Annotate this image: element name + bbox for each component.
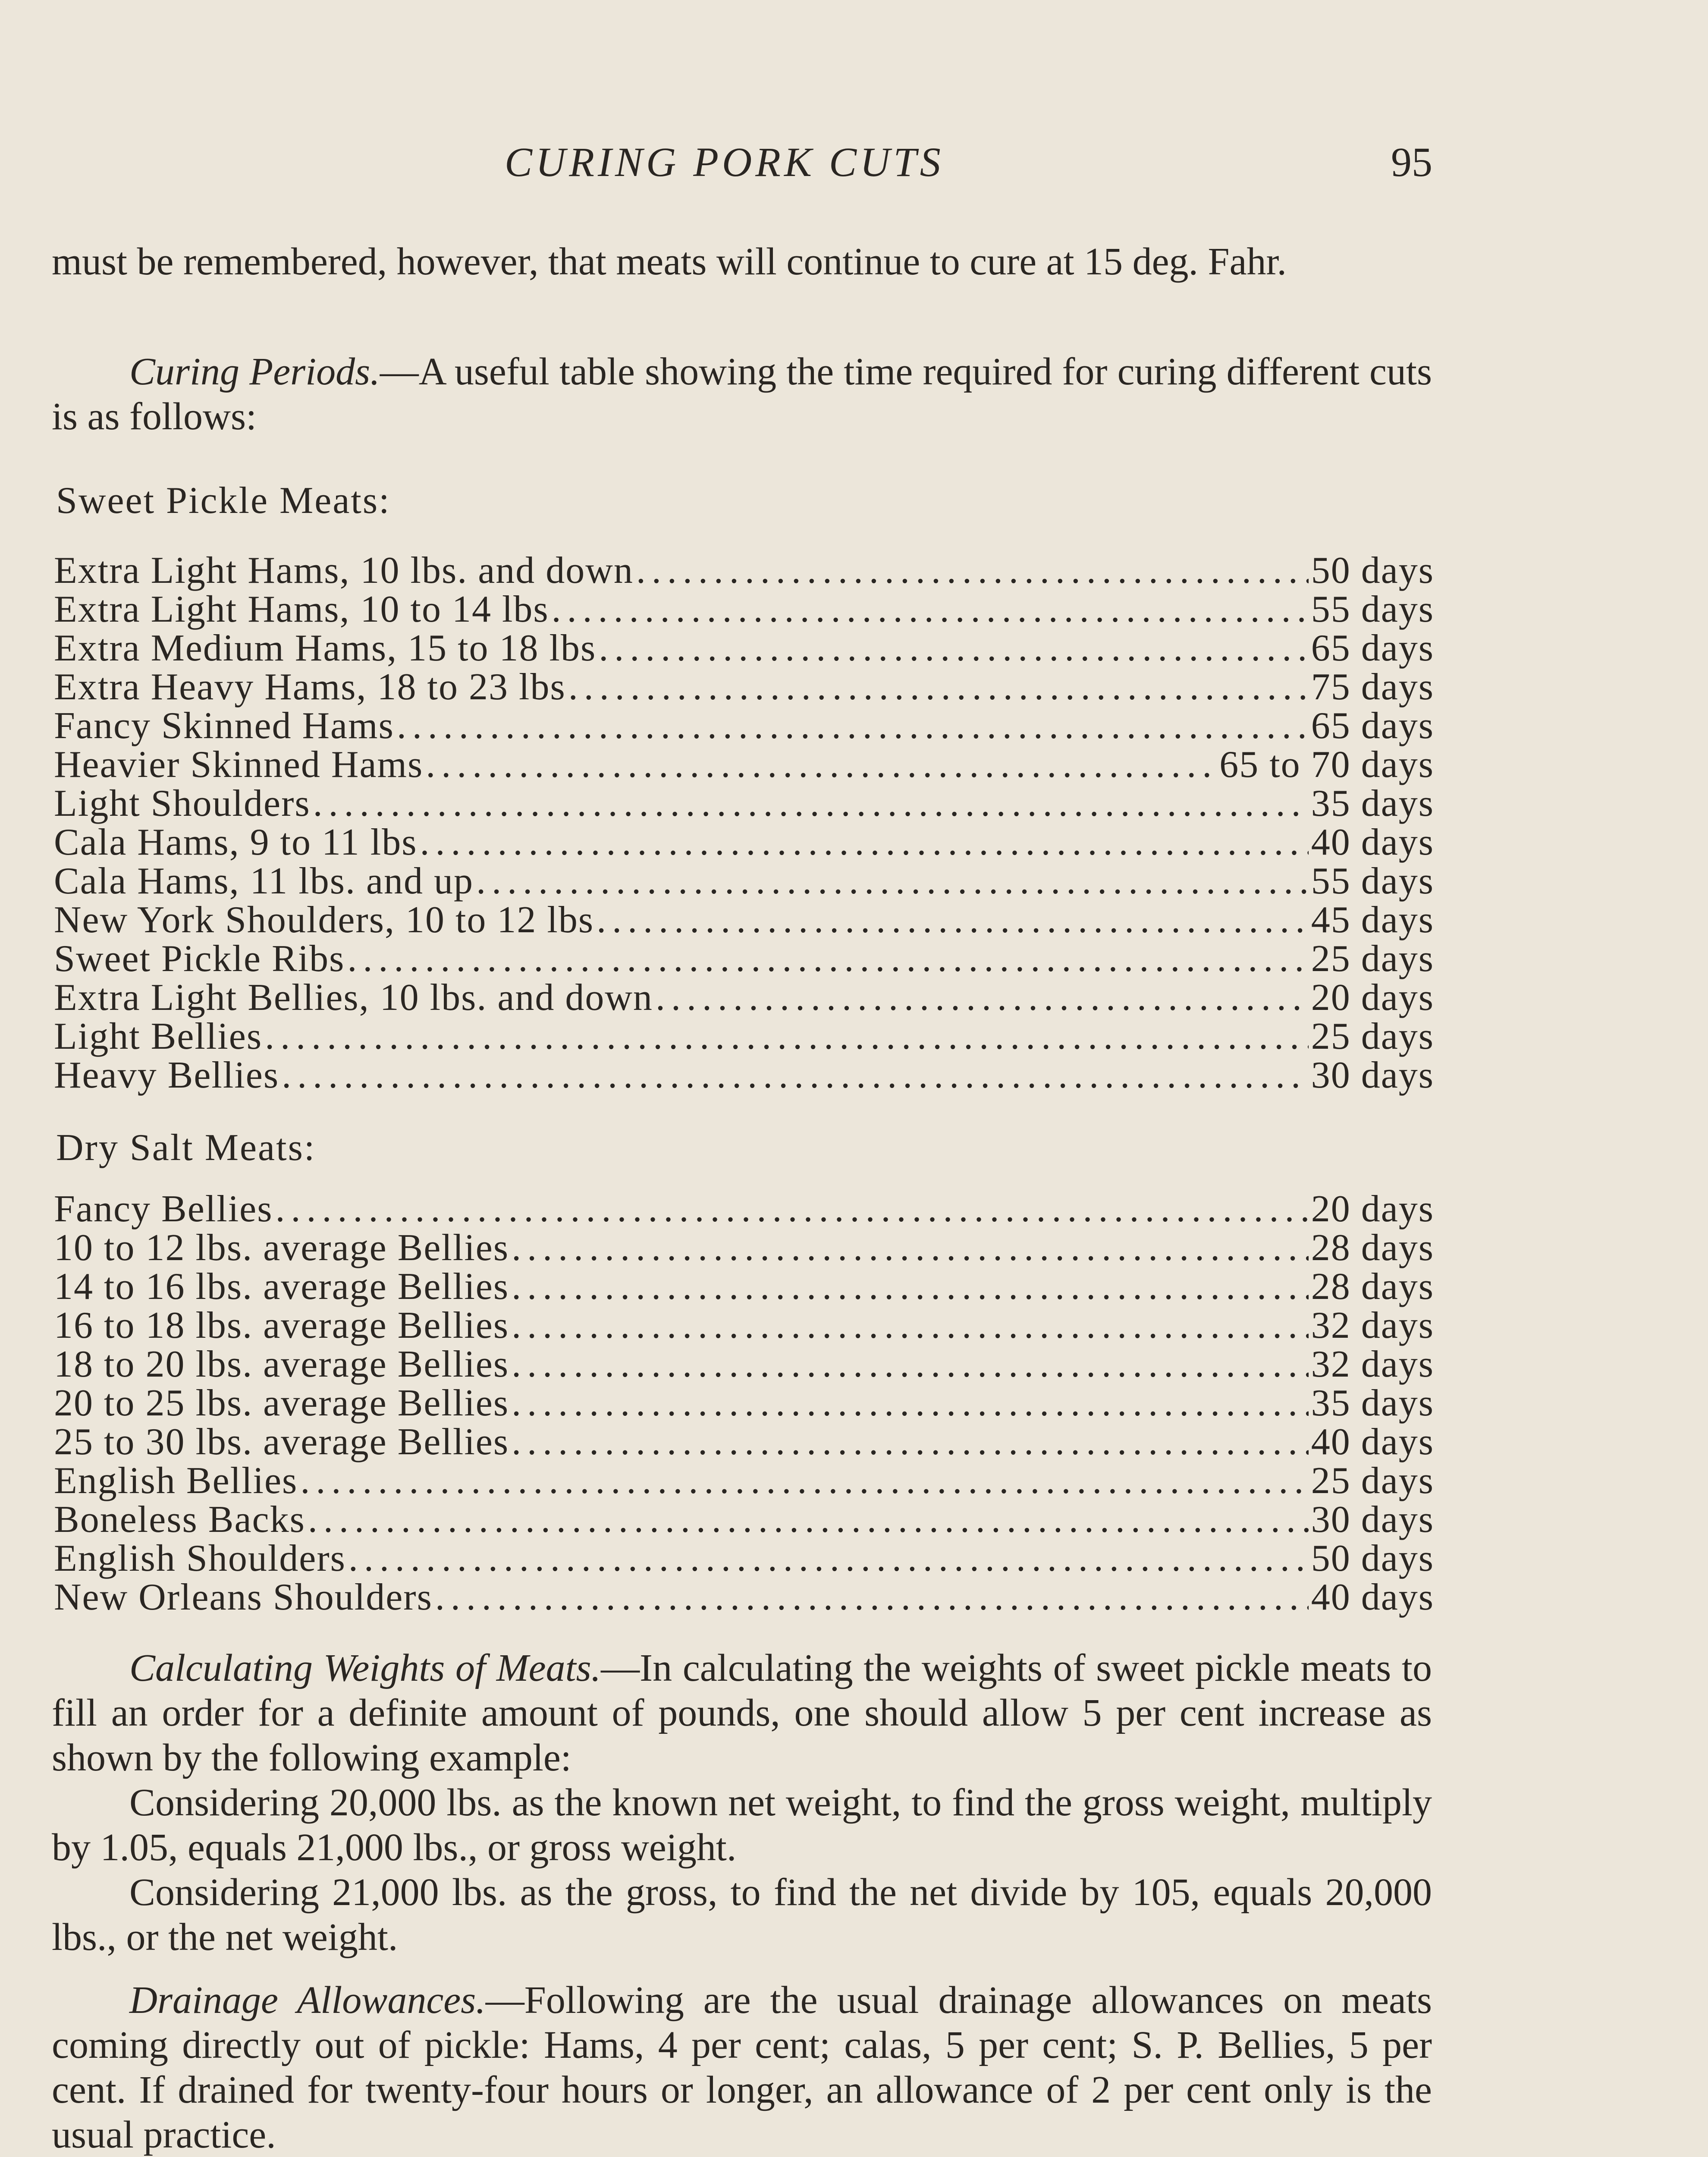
dot-leader <box>568 668 1309 707</box>
table-row <box>54 629 1434 668</box>
curing-periods-heading: Curing Periods. <box>129 350 380 393</box>
calculating-example-1: Considering 20,000 lbs. as the known net weight, to find the gross weight, multiply by 1.05, equals 21,000 lbs., or gross weight. <box>52 1781 1432 1869</box>
running-head <box>0 138 1708 190</box>
dot-leader <box>512 1267 1309 1306</box>
dot-leader <box>512 1423 1309 1462</box>
curing-period: 40 days <box>1311 821 1434 863</box>
table-row <box>54 1423 1434 1462</box>
curing-period: 20 days <box>1311 977 1434 1019</box>
dot-leader <box>420 823 1308 862</box>
page-number: 95 <box>1391 139 1432 185</box>
cut-name: New York Shoulders, 10 to 12 lbs <box>54 899 594 941</box>
dot-leader <box>636 551 1309 590</box>
curing-period: 35 days <box>1311 783 1434 824</box>
dot-leader <box>275 1190 1308 1229</box>
calculating-example-2: Considering 21,000 lbs. as the gross, to find the net divide by 105, equals 20,000 lbs., or the net weight. <box>52 1871 1432 1959</box>
intro-text: must be remembered, however, that meats will continue to cure at 15 deg. Fahr. <box>52 240 1287 283</box>
curing-period: 65 to 70 days <box>1219 744 1434 786</box>
calculating-paragraph <box>52 1646 1432 1960</box>
dot-leader <box>512 1384 1309 1423</box>
cut-name: Light Shoulders <box>54 783 311 824</box>
curing-periods-paragraph <box>52 349 1432 439</box>
dot-leader <box>512 1306 1309 1345</box>
table-row <box>54 745 1434 784</box>
table-row <box>54 1267 1434 1306</box>
dot-leader <box>512 1229 1309 1267</box>
table-row <box>54 1306 1434 1345</box>
cut-name: Extra Light Bellies, 10 lbs. and down <box>54 977 653 1019</box>
dot-leader <box>313 784 1309 823</box>
curing-period: 55 days <box>1311 860 1434 902</box>
table-row <box>54 590 1434 629</box>
dot-leader <box>656 978 1309 1017</box>
curing-period: 32 days <box>1311 1305 1434 1346</box>
dot-leader <box>476 862 1309 901</box>
cut-name: 25 to 30 lbs. average Bellies <box>54 1421 509 1463</box>
curing-period: 32 days <box>1311 1343 1434 1385</box>
dot-leader <box>265 1017 1309 1056</box>
curing-period: 65 days <box>1311 627 1434 669</box>
table-row <box>54 784 1434 823</box>
intro-paragraph <box>52 239 1432 284</box>
cut-name: Extra Medium Hams, 15 to 18 lbs <box>54 627 597 669</box>
cut-name: Light Bellies <box>54 1016 263 1057</box>
cut-name: 16 to 18 lbs. average Bellies <box>54 1305 509 1346</box>
sweet-pickle-table <box>54 551 1434 1095</box>
cut-name: 10 to 12 lbs. average Bellies <box>54 1227 509 1269</box>
sweet-pickle-label: Sweet Pickle Meats: <box>56 480 391 522</box>
table-row <box>54 1500 1434 1539</box>
curing-period: 25 days <box>1311 1460 1434 1502</box>
dot-leader <box>597 901 1309 940</box>
table-row <box>54 862 1434 901</box>
table-row <box>54 940 1434 978</box>
table-row <box>54 1229 1434 1267</box>
curing-period: 20 days <box>1311 1188 1434 1230</box>
table-row <box>54 551 1434 590</box>
curing-period: 55 days <box>1311 588 1434 630</box>
dot-leader <box>512 1345 1309 1384</box>
table-row <box>54 1384 1434 1423</box>
curing-period: 75 days <box>1311 666 1434 708</box>
table-row <box>54 1190 1434 1229</box>
curing-period: 35 days <box>1311 1382 1434 1424</box>
table-row <box>54 823 1434 862</box>
cut-name: Cala Hams, 9 to 11 lbs <box>54 821 418 863</box>
drainage-heading: Drainage Allowances. <box>129 1979 486 2022</box>
cut-name: Extra Heavy Hams, 18 to 23 lbs <box>54 666 566 708</box>
table-row <box>54 1539 1434 1578</box>
table-row <box>54 1462 1434 1500</box>
curing-period: 40 days <box>1311 1421 1434 1463</box>
table-row <box>54 901 1434 940</box>
drainage-text: —Following are the usual drainage allowances on meats coming directly out of pickle: Hams, 4 per cent; calas, 5 per cent; S. P. Bellies, 5 per cent. If drained for twenty-four hours or longer, an allowance of 2 per cent only is the usual practice. <box>52 1979 1432 2156</box>
dot-leader <box>397 707 1309 745</box>
dot-leader <box>552 590 1309 629</box>
cut-name: Heavier Skinned Hams <box>54 744 424 786</box>
curing-period: 28 days <box>1311 1227 1434 1269</box>
cut-name: Fancy Bellies <box>54 1188 273 1230</box>
cut-name: English Bellies <box>54 1460 298 1502</box>
dry-salt-label: Dry Salt Meats: <box>56 1127 316 1169</box>
curing-period: 25 days <box>1311 938 1434 980</box>
table-row <box>54 707 1434 745</box>
cut-name: Sweet Pickle Ribs <box>54 938 345 980</box>
dot-leader <box>599 629 1308 668</box>
table-row <box>54 668 1434 707</box>
dot-leader <box>435 1578 1309 1617</box>
table-row <box>54 978 1434 1017</box>
curing-period: 25 days <box>1311 1016 1434 1057</box>
curing-periods-text: —A useful table showing the time required for curing different cuts is as follows: <box>52 350 1432 438</box>
dry-salt-table <box>54 1190 1434 1617</box>
table-row <box>54 1056 1434 1095</box>
cut-name: Cala Hams, 11 lbs. and up <box>54 860 474 902</box>
curing-period: 65 days <box>1311 705 1434 747</box>
drainage-paragraph <box>52 1978 1432 2157</box>
dot-leader <box>426 745 1217 784</box>
cut-name: Extra Light Hams, 10 to 14 lbs <box>54 588 549 630</box>
curing-period: 50 days <box>1311 1538 1434 1579</box>
table-row <box>54 1578 1434 1617</box>
table-row <box>54 1017 1434 1056</box>
curing-period: 45 days <box>1311 899 1434 941</box>
calculating-text: —In calculating the weights of sweet pickle meats to fill an order for a definite amount of pounds, one should allow 5 per cent increase as shown by the following example: <box>52 1647 1432 1779</box>
dot-leader <box>349 1539 1309 1578</box>
table-row <box>54 1345 1434 1384</box>
dot-leader <box>308 1500 1309 1539</box>
cut-name: English Shoulders <box>54 1538 346 1579</box>
cut-name: 18 to 20 lbs. average Bellies <box>54 1343 509 1385</box>
cut-name: Extra Light Hams, 10 lbs. and down <box>54 550 634 591</box>
dot-leader <box>347 940 1308 978</box>
cut-name: 20 to 25 lbs. average Bellies <box>54 1382 509 1424</box>
calculating-heading: Calculating Weights of Meats. <box>129 1647 601 1689</box>
cut-name: New Orleans Shoulders <box>54 1576 433 1618</box>
curing-period: 40 days <box>1311 1576 1434 1618</box>
curing-period: 30 days <box>1311 1499 1434 1541</box>
curing-period: 28 days <box>1311 1266 1434 1308</box>
cut-name: Boneless Backs <box>54 1499 305 1541</box>
curing-period: 30 days <box>1311 1054 1434 1096</box>
cut-name: Fancy Skinned Hams <box>54 705 394 747</box>
running-title: CURING PORK CUTS <box>505 139 944 185</box>
dot-leader <box>300 1462 1308 1500</box>
dot-leader <box>282 1056 1309 1095</box>
cut-name: Heavy Bellies <box>54 1054 279 1096</box>
cut-name: 14 to 16 lbs. average Bellies <box>54 1266 509 1308</box>
curing-period: 50 days <box>1311 550 1434 591</box>
